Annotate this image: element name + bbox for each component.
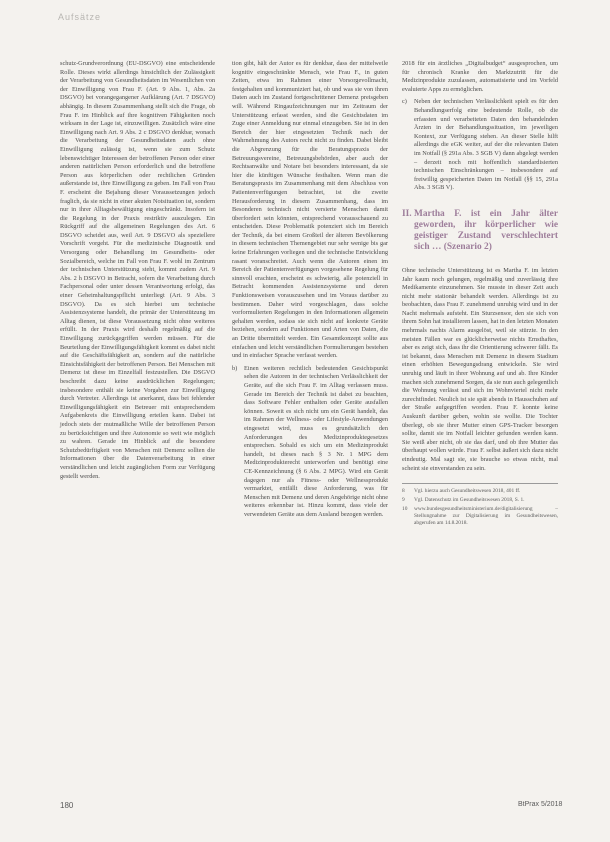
journal-issue: BtPrax 5/2018 [518, 801, 563, 808]
list-item-b [232, 365, 388, 520]
footnote-text: Vgl. Datenschutz im Gesundheitswesen 2018, S. 1. [414, 497, 525, 504]
section-heading-text: Martha F. ist ein Jahr älter geworden, ihr körperlicher wie geistiger Zustand verschlechtert sich … (Szenario 2) [414, 208, 558, 252]
paragraph: schutz-Grundverordnung (EU-DSGVO) eine entscheidende Rolle. Dieses wirkt allerdings hinsichtlich der Zulässigkeit der Verarbeitung von Gesundheitsdaten im Wesentlichen von der Einwilligung von Frau F. (Art. 9 Abs. 1, Abs. 2a DSGVO) bei vorangegangener Aufklärung (Art. 7 DSGVO) abhängig. In diesem Zusammenhang stellt sich die Frage, ob Frau F. im Hinblick auf ihre kognitiven Fähigkeiten noch wirksam in der Lage ist, einzuwilligen. Zusätzlich wäre eine Einwilligung nach Art. 9 Abs. 2 c DSGVO denkbar, wonach die Verarbeitung der Gesundheitsdaten auch ohne Einwilligung zulässig ist, wenn sie zum Schutz lebenswichtiger Interessen der betroffenen Person oder einer anderen natürlichen Person erforderlich und die betroffene Person aus körperlichen oder rechtlichen Gründen außerstande ist, ihre Einwilligung zu geben. Im Fall von Frau F. erscheint die Bejahung dieser Voraussetzungen jedoch fraglich, da sie nicht in einer akuten Notsituation ist, sondern nur in ihrer Alltagsbewältigung eingeschränkt. Insofern ist die Regelung in der Praxis restriktiv auszulegen. Ein Rückgriff auf die allgemeinen Regelungen des Art. 6 DSGVO scheidet aus, weil Art. 9 DSGVO als speziellere Vorschrift vorgeht. Für die medizinische Diagnostik und Versorgung oder Behandlung im Gesundheits- oder Sozialbereich, welche im Fall von Frau F. wohl im Zentrum der technischen Unterstützung steht, kommt zudem Art. 9 Abs. 2 h DSGVO in Betracht, sofern die Verarbeitung durch Fachpersonal oder unter dessen Verantwortung erfolgt, das einer Geheimhaltungspflicht unterliegt (Art. 9 Abs. 3 DSGVO). Da es sich hierbei um technische Assistenzsysteme handelt, die primär der Unterstützung im Alltag dienen, ist diese Voraussetzung nicht ohne weiteres erfüllt. In der Praxis wird deshalb regelmäßig auf die Einwilligung zurückgegriffen werden müssen. Für die Beurteilung der Einwilligungsfähigkeit kommt es dabei nicht auf die Geschäftsfähigkeit an, sondern auf die natürliche Einsichtsfähigkeit der betroffenen Person. Bei Menschen mit Demenz ist diese im Einzelfall festzustellen. Die DSGVO beschreibt dazu keine ausdrücklichen Regelungen; insbesondere enthält sie keine Vorgaben zur Einwilligung durch Vertreter. Allerdings ist anerkannt, dass bei fehlender Einwilligungsfähigkeit ein Betreuer mit entsprechendem Aufgabenkreis die Einwilligung erteilen kann. Dabei ist jedoch stets der mutmaßliche Wille der betroffenen Person zu berücksichtigen und ihre Autonomie so weit wie möglich zu wahren. Gerade im Hinblick auf die besondere Schutzbedürftigkeit von Menschen mit Demenz sollten die Informationen über die Datenverarbeitung in einer verständlichen und leicht zugänglichen Form zur Verfügung gestellt werden. [60, 60, 215, 480]
text-column-2 [232, 60, 388, 519]
section-number: II. [402, 208, 412, 219]
section-heading [402, 209, 558, 253]
text-column-3 [402, 60, 558, 529]
paragraph: tion gibt, hält der Autor es für denkbar, dass der mittelweile kognitiv eingeschränkte Mensch, wie Frau F., in guten Zeiten, etwa im Rahmen einer Vorsorgevollmacht, festgehalten und kommuniziert hat, ob und was sie von ihren Daten auch im Zustand fortgeschrittener Demenz preisgeben will. Während Ringaufzeichnungen nur im Zeitraum der Unterstützung erfasst werden, sind die Gesichtsdaten im Zuge einer Anmeldung nur einmal einzugeben. Sie ist in den Bereich der hier eingesetzten Technik nach der Wahrnehmung des Autors recht nicht zu finden. Dabei bleibt die Abgrenzung für die Beratungspraxis der Betreuungsvereine, Betreuungsbehörden, aber auch der Rechtsanwälte und Notare bei besonders interessant, da sie hier die künftigen Wünsche festhalten. Wenn man die Beratungspraxis im Zusammenhang mit dem Abschluss von Patientenverfügungen betrachtet, ist die zweite Herausforderung in diesem Zusammenhang, dass im Besonderen technisch nicht versierte Menschen damit überfordert sein könnten, entsprechend vorausschauend zu entscheiden. Diese Problematik potenziert sich im Bereich der Technik, da bei einem Großteil der älteren Bevölkerung in diesem technischen Themengebiet nur sehr wenige bis gar keine Erfahrungen vorliegen und die technische Entwicklung rasant voranschreitet. Auch wenn die Autoren einen im Bereich der Patientenverfügungen vorgesehene Regelung für sinnvoll erachten, erscheint es schwierig, alle potenziell in Betracht kommenden Assistenzsysteme und deren Funktionsweisen vorauszusehen und im Voraus darüber zu bestimmen. Daher wird vorgeschlagen, dass solche vorformulierten Regelungen in den Informationen allgemein gehalten werden, sodass sie sich nicht auf konkrete Geräte beziehen, sondern auf Funktionen und Arten von Daten, die an Dritte übermittelt werden. Ein Gesamtkonzept sollte aus einfachen und leicht verständlichen Formulierungen bestehen und in einfacher Sprache verfasst werden. [232, 60, 388, 360]
list-item-text: Einen weiteren rechtlich bedeutenden Gesichtspunkt sehen die Autoren in der technischen Verlässlichkeit der Geräte, auf die sich Frau F. im Alltag verlassen muss. Gerade im Bereich der Technik ist dabei zu beachten, dass Software Fehler enthalten oder Geräte ausfallen können. Soweit es sich nicht um ein Gerät handelt, das im Rahmen der Wellness- oder Lifestyle-Anwendungen eingesetzt wird, muss es grundsätzlich den Anforderungen des Medizinproduktegesetzes entsprechen. Sobald es sich um ein Medizinprodukt handelt, ist dieses nach § 3 Nr. 1 MPG dem Medizinprodukterecht unterworfen und benötigt eine CE-Kennzeichnung (§ 6 Abs. 2 MPG). Wird ein Gerät dagegen nur als Fitness- oder Wellnessprodukt vermarktet, entfällt diese Anforderung, was für Menschen mit Demenz und deren Angehörige nicht ohne weiteres erkennbar ist. Hinzu kommt, dass viele der verwendeten Geräte aus dem Ausland bezogen werden. [244, 364, 388, 518]
footnote-text: www.bundesgesundheitsministerium.de/digitalisierung – Stellungnahme zur Digitalisierung im Gesundheitswesen, abgerufen am 14.8.2018. [414, 506, 558, 527]
footnote [402, 488, 558, 495]
footnote-text: Vgl. hierzu auch Gesundheitswesen 2018, 401 ff. [414, 488, 521, 495]
list-marker: c) [402, 98, 407, 106]
footnotes [402, 483, 558, 527]
text-column-1 [60, 60, 215, 481]
footnote-number: 8 [402, 488, 405, 495]
paragraph: 2018 für ein ärztliches „Digitalbudget“ ausgesprochen, um für chronisch Kranke den Marktzutritt für die Medizinprodukte zuzulassen, automatisierte und im Vorfeld evaluierte Apps zu ermöglichen. [402, 60, 558, 93]
paragraph: Ohne technische Unterstützung ist es Martha F. im letzten Jahr kaum noch gelungen, regelmäßig und zuverlässig ihre Medikamente einzunehmen. Sie musste in dieser Zeit auch nicht mehr stationär behandelt werden. Allerdings ist zu beobachten, dass Frau F. zunehmend unruhig wird und in der Nacht mehrmals aufsteht. Ein Sturzsensor, den sie sich von ihrem Sohn hat installieren lassen, hat in den letzten Monaten mehrmals nachts Alarm ausgelöst, weil sie stürzte. In den meisten Fällen war es glücklicherweise nichts Ernsthaftes, aber es zeigt sich, dass ihr die Orientierung schwerer fällt. Es ist bekannt, dass Menschen mit Demenz in diesem Stadium einen erhöhten Bewegungsdrang entwickeln. Sie wird unruhig und läuft in ihrer Wohnung auf und ab. Ihre Kinder machen sich zunehmend Sorgen, da sie nun auch gelegentlich die Wohnung verlässt und sich im Wohnviertel nicht mehr zurechtfindet. Neulich ist sie spät abends in Hausschuhen auf der Straße aufgegriffen worden. Frau F. konnte keine Auskunft darüber geben, wohin sie wollte. Die Tochter überlegt, ob sie ihrer Mutter einen GPS-Tracker besorgen sollte, damit sie im Notfall leichter gefunden werden kann. Sie weiß aber nicht, ob sie das darf, und ob ihre Mutter das überhaupt wollen würde. Frau F. selbst äußert sich dazu nicht eindeutig. Mal sagt sie, sie brauche so etwas nicht, mal scheint sie einverstanden zu sein. [402, 266, 558, 472]
page-number: 180 [60, 801, 74, 810]
list-item-c [402, 98, 558, 193]
footnote-number: 9 [402, 497, 405, 504]
footnote [402, 497, 558, 504]
list-item-text: Neben der technischen Verlässlichkeit spielt es für den Behandlungserfolg eine bedeutende Rolle, ob die erfassten und verarbeiteten Daten den behandelnden Ärzten in der Behandlungssituation, im jeweiligen Kontext, zur Verfügung stehen. An dieser Stelle hilft allerdings die eGK weiter, auf der die relevanten Daten im Notfall (§ 291a Abs. 3 SGB V) dann abgelegt werden – derzeit noch mit hoffentlich standardisierten technischen Einschränkungen – insbesondere auf freiwillig gespeicherten Daten im Notfall (§§ 15, 291a Abs. 3 SGB V). [414, 98, 558, 192]
list-marker: b) [232, 364, 238, 372]
footnote [402, 506, 558, 527]
section-label: Aufsätze [58, 12, 102, 22]
footnote-number: 10 [402, 506, 408, 513]
